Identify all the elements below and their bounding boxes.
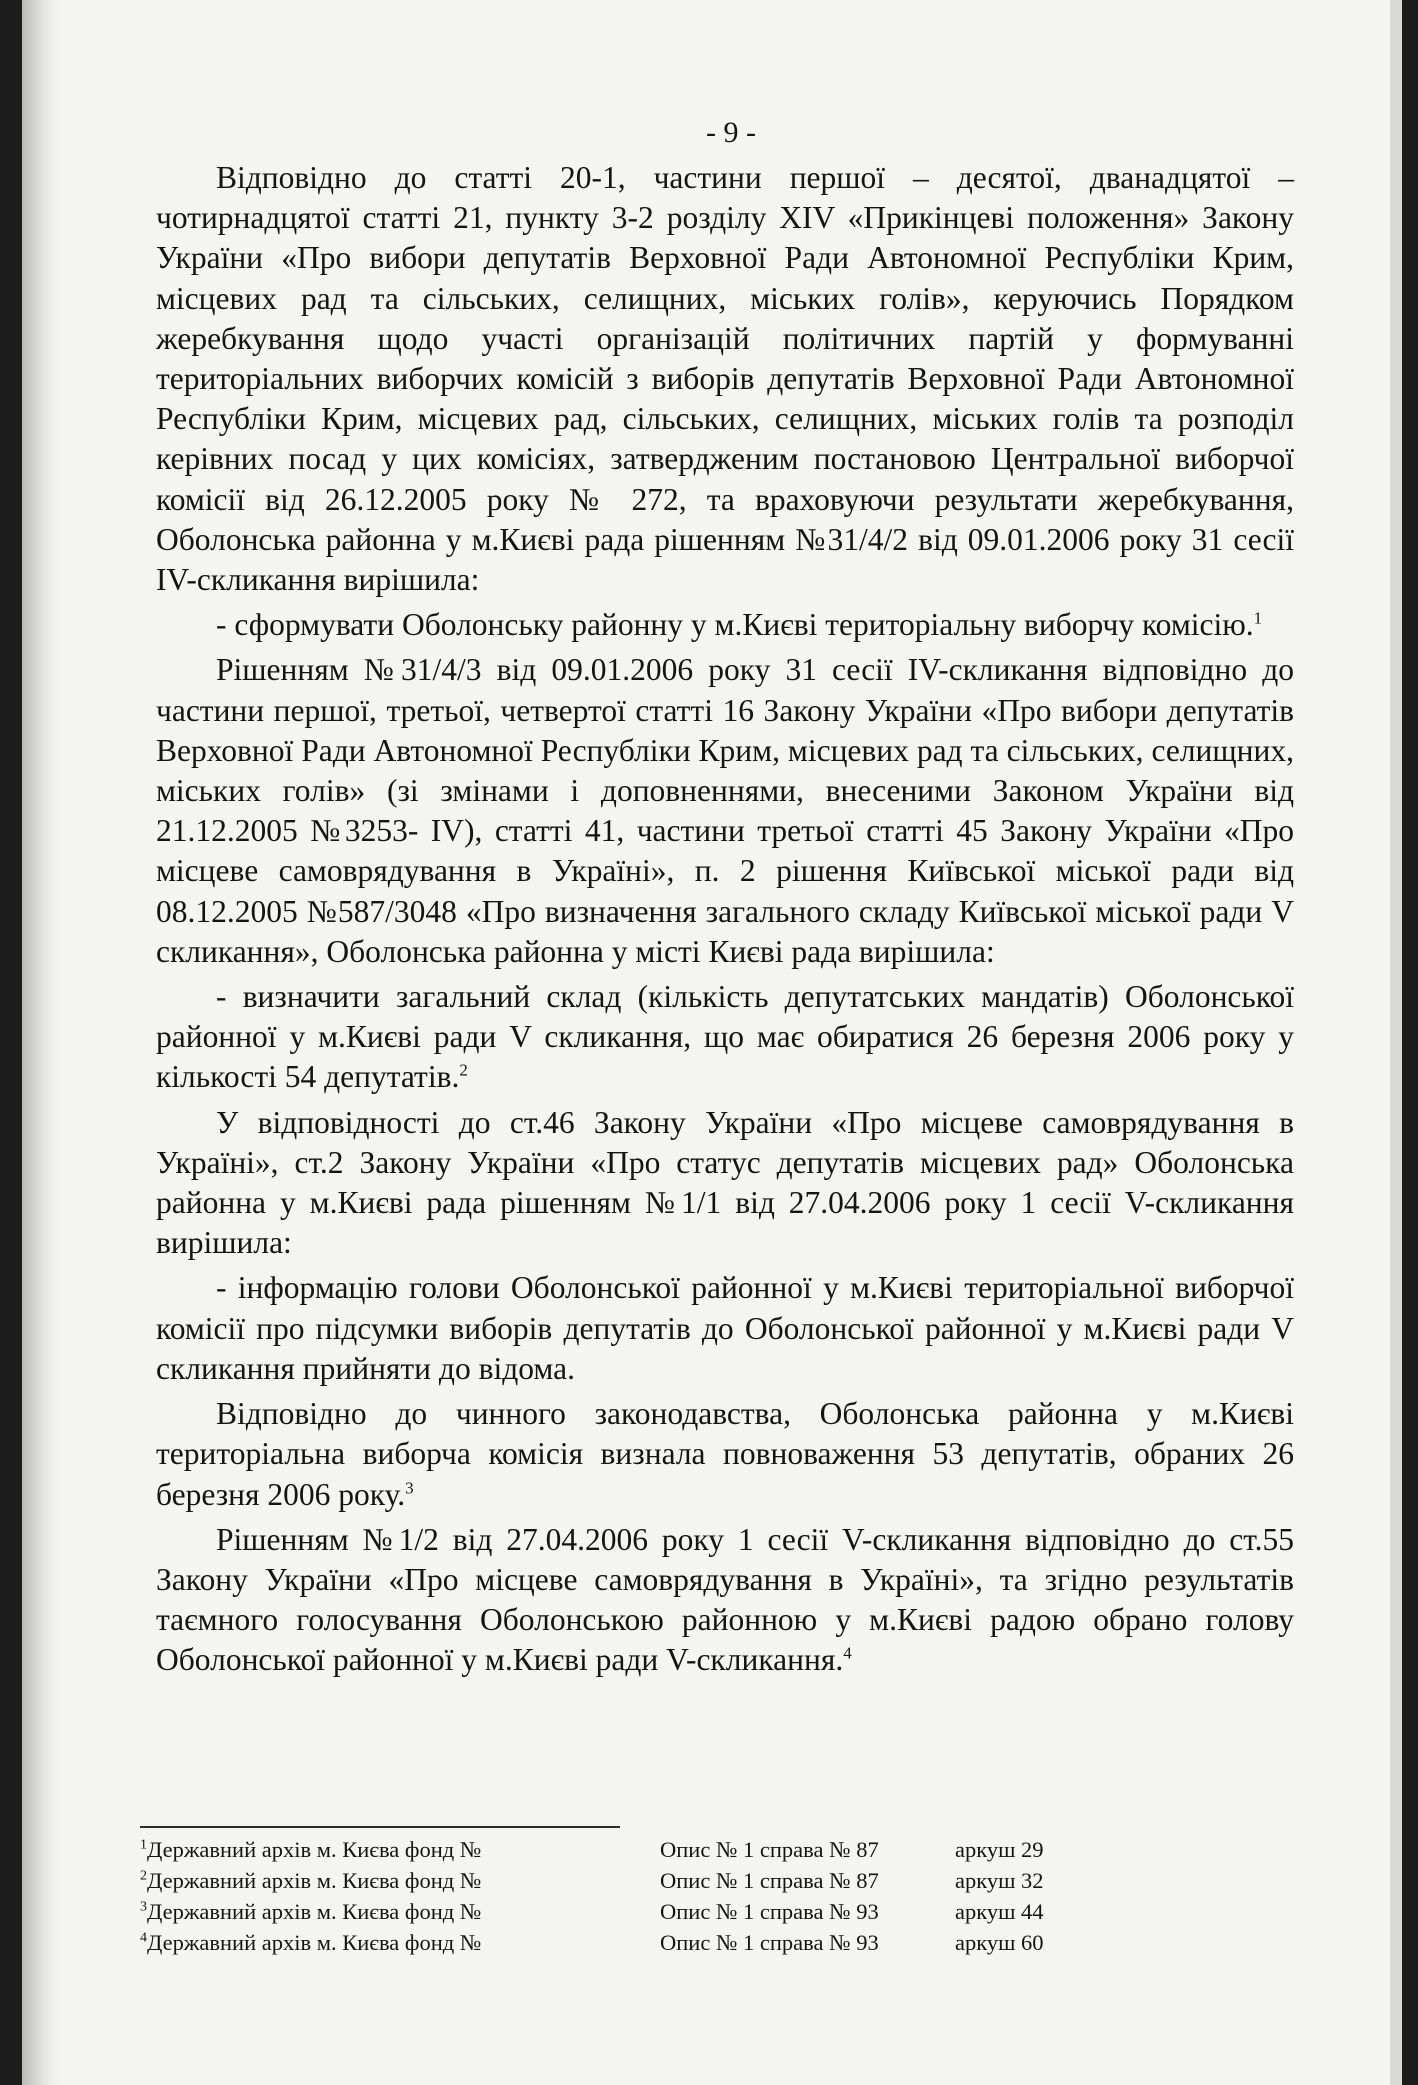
footnote-ref-1: 1: [1253, 608, 1263, 628]
footnote-sheet: аркуш 32: [955, 1868, 1044, 1893]
footnote-sheet: аркуш 29: [955, 1837, 1044, 1862]
footnote-separator: [140, 1826, 620, 1828]
paragraph-2: - сформувати Оболонську районну у м.Києві територіальну виборчу комісію.$^1$: [216, 607, 1263, 643]
footnote-row: [140, 1834, 1140, 1865]
footnote-mark: 1: [140, 1837, 147, 1853]
footnote-ref-2: 2: [459, 1060, 468, 1080]
footnote-ref-3: 3: [405, 1478, 414, 1497]
footnote-source: Державний архів м. Києва фонд №: [147, 1899, 482, 1924]
footnote-source: Державний архів м. Києва фонд №: [147, 1930, 482, 1955]
footnote-row: [140, 1896, 1140, 1927]
footnote-opys: Опис № 1 справа № 87: [660, 1837, 879, 1862]
footnote-mark: 4: [140, 1930, 147, 1946]
footnote-mark: 2: [140, 1868, 147, 1884]
footnote-opys: Опис № 1 справа № 93: [660, 1899, 879, 1924]
paragraph-6: - інформацію голови Оболонської районної у м.Києві територіальної виборчої комісії про підсумки виборів депутатів до Оболонської районної у м.Києві ради V скликання прийняти до відома.: [156, 1270, 1294, 1386]
paragraph-5: У відповідності до ст.46 Закону України «Про місцеве самоврядування в Україні», ст.2 Закону України «Про статус депутатів місцевих рад» Оболонська районна у м.Києві рада рішенням №1/1 від 27.04.2006 року 1 сесії V-скликання вирішила:: [156, 1104, 1294, 1261]
footnote-source: Державний архів м. Києва фонд №: [147, 1837, 482, 1862]
footnote-sheet: аркуш 60: [955, 1930, 1044, 1955]
document-body: [156, 158, 1294, 1686]
footnote-row: [140, 1865, 1140, 1896]
footnote-ref-4: 4: [843, 1643, 852, 1663]
footnote-mark: 3: [140, 1899, 147, 1915]
paragraph-7: Відповідно до чинного законодавства, Оболонська районна у м.Києві територіальна виборча комісія визнала повноваження 53 депутатів, обраних 26 березня 2006 року.$^3$: [156, 1396, 1294, 1512]
footnote-opys: Опис № 1 справа № 87: [660, 1868, 879, 1893]
footnote-row: [140, 1927, 1140, 1958]
paragraph-8: Рішенням №1/2 від 27.04.2006 року 1 сесії V-скликання відповідно до ст.55 Закону України «Про місцеве самоврядування в Україні», та згідно результатів таємного голосування Оболонською районною у м.Києві радою обрано голову Оболонської районної у м.Києві ради V-скликання.$^4$: [156, 1521, 1294, 1678]
paragraph-1: Відповідно до статті 20-1, частини першої – десятої, дванадцятої – чотирнадцятої статті 21, пункту 3-2 розділу XIV «Прикінцеві положення» Закону України «Про вибори депутатів Верховної Ради Автономної Республіки Крим, місцевих рад та сільських, селищних, міських голів», керуючись Порядком жеребкування щодо участі організацій політичних партій у формуванні територіальних виборчих комісій з виборів депутатів Верховної Ради Автономної Республіки Крим, місцевих рад, сільських, селищних, міських голів та розподіл керівних посад у цих комісіях, затвердженим постановою Центральної виборчої комісії від 26.12.2005 року № 272, та враховуючи результати жеребкування, Оболонська районна у м.Києві рада рішенням №31/4/2 від 09.01.2006 року 31 сесії IV-скликання вирішила:: [156, 160, 1294, 598]
page-edge: [1390, 0, 1402, 2085]
paragraph-4: - визначити загальний склад (кількість депутатських мандатів) Оболонської районної у м.Києві ради V скликання, що має обиратися 26 березня 2006 року у кількості 54 депутатів.$^2$: [156, 979, 1294, 1095]
footnote-source: Державний архів м. Києва фонд №: [147, 1868, 482, 1893]
binding-shadow: [22, 0, 58, 2085]
footnote-sheet: аркуш 44: [955, 1899, 1044, 1924]
paragraph-3: Рішенням №31/4/3 від 09.01.2006 року 31 сесії IV-скликання відповідно до частини першої, третьої, четвертої статті 16 Закону України «Про вибори депутатів Верховної Ради Автономної Республіки Крим, місцевих рад та сільських, селищних, міських голів» (зі змінами і доповненнями, внесеними Законом України від 21.12.2005 №3253- IV), статті 41, частини третьої статті 45 Закону України «Про місцеве самоврядування в Україні», п. 2 рішення Київської міської ради від 08.12.2005 №587/3048 «Про визначення загального складу Київської міської ради V скликання», Оболонська районна у місті Києві рада вирішила:: [156, 652, 1294, 969]
page-number: - 9 -: [706, 116, 756, 149]
footnote-opys: Опис № 1 справа № 93: [660, 1930, 879, 1955]
footnotes: [140, 1834, 1140, 1958]
